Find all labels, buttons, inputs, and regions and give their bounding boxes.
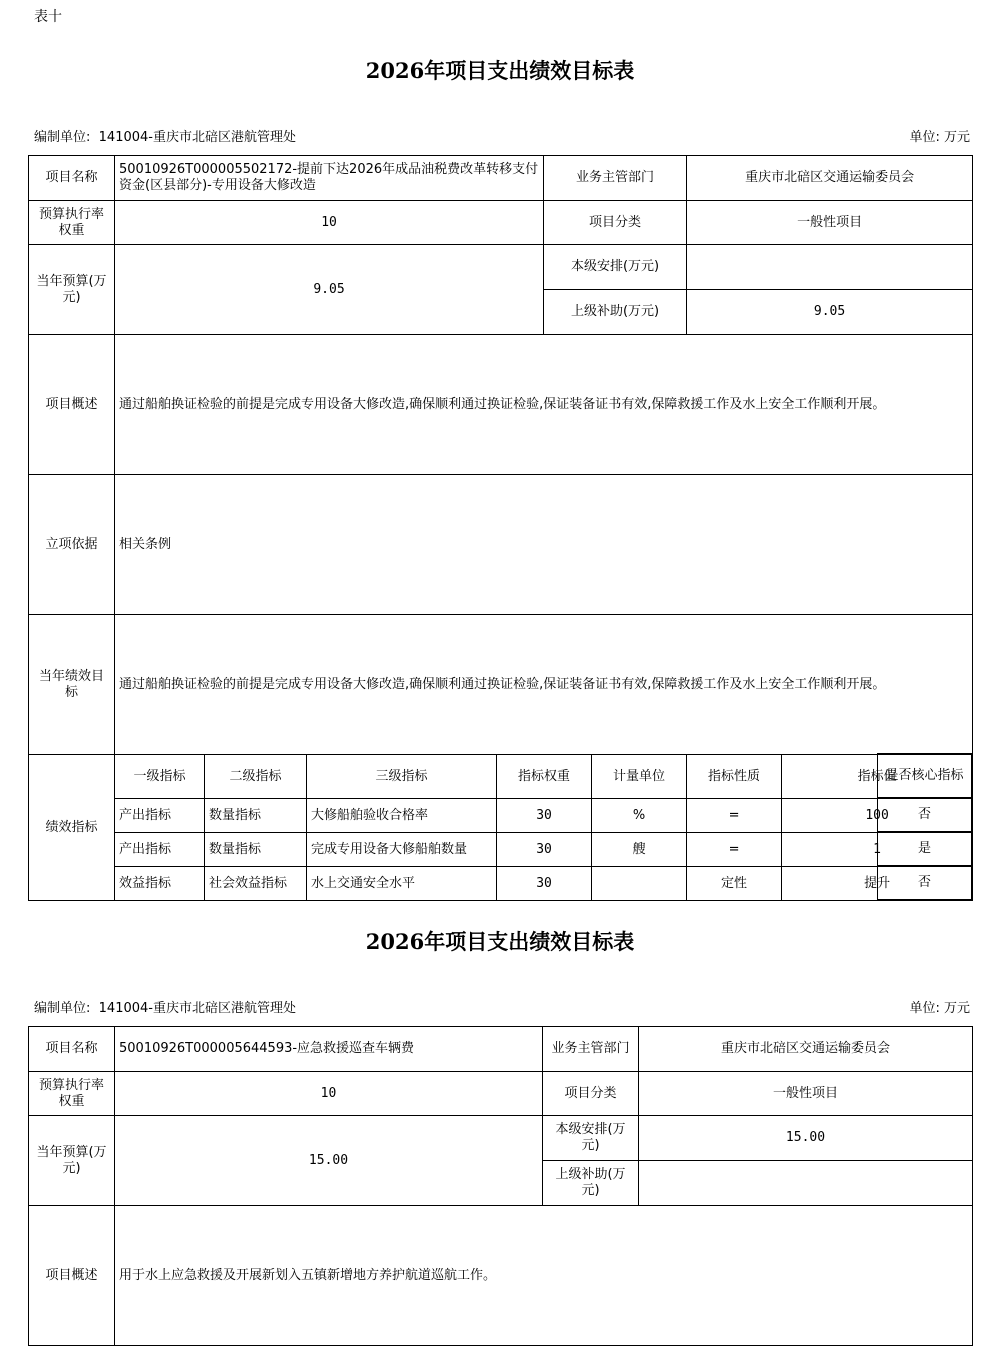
indicator-cell: 1 — [782, 833, 973, 867]
category-value: 一般性项目 — [639, 1072, 973, 1116]
project-name-value: 50010926T000005502172-提前下达2026年成品油税费改革转移支付资金(区县部分)-专用设备大修改造 — [115, 156, 544, 201]
indicator-cell: 产出指标 — [115, 833, 205, 867]
indicator-cell: 效益指标 — [115, 867, 205, 901]
overview-label: 项目概述 — [29, 335, 115, 475]
indicator-cell: 水上交通安全水平 — [307, 867, 497, 901]
indicator-cell: 30 — [497, 799, 592, 833]
indicator-cell: = — [687, 799, 782, 833]
indicator-header: 指标值 — [782, 755, 973, 799]
indicator-cell: 产出指标 — [115, 799, 205, 833]
indicator-cell: 艘 — [592, 833, 687, 867]
category-value: 一般性项目 — [687, 201, 973, 245]
page-label: 表十 — [34, 9, 62, 25]
table1-title: 2026年项目支出绩效目标表 — [365, 58, 635, 83]
table-row — [29, 833, 973, 867]
org-label: 编制单位: — [34, 1001, 91, 1016]
performance-table-1 — [28, 155, 973, 901]
project-name-label: 项目名称 — [29, 1027, 115, 1072]
indicator-cell: 完成专用设备大修船舶数量 — [307, 833, 497, 867]
indicator-cell: 30 — [497, 833, 592, 867]
budget-value: 9.05 — [115, 245, 544, 335]
table1-org — [34, 126, 296, 145]
table2-org — [34, 997, 296, 1016]
dept-label: 业务主管部门 — [543, 1027, 639, 1072]
goal-label: 当年绩效目标 — [29, 615, 115, 755]
weight-label: 预算执行率权重 — [29, 201, 115, 245]
indicator-header: 指标权重 — [497, 755, 592, 799]
indicator-header: 三级指标 — [307, 755, 497, 799]
indicator-header: 是否核心指标 — [878, 754, 972, 798]
indicator-cell: 数量指标 — [205, 833, 307, 867]
indicators-label: 绩效指标 — [29, 755, 115, 901]
org-value: 141004-重庆市北碚区港航管理处 — [98, 130, 296, 145]
superior-label: 上级补助(万元) — [543, 1161, 639, 1206]
indicator-cell: 否 — [878, 866, 972, 900]
local-label: 本级安排(万元) — [544, 245, 687, 290]
budget-label: 当年预算(万元) — [29, 245, 115, 335]
weight-value: 10 — [115, 1072, 543, 1116]
weight-label: 预算执行率权重 — [29, 1072, 115, 1116]
dept-label: 业务主管部门 — [544, 156, 687, 201]
category-label: 项目分类 — [544, 201, 687, 245]
indicator-cell: % — [592, 799, 687, 833]
table-row — [29, 867, 973, 901]
project-name-value: 50010926T000005644593-应急救援巡查车辆费 — [115, 1027, 543, 1072]
overview-label: 项目概述 — [29, 1206, 115, 1346]
org-value: 141004-重庆市北碚区港航管理处 — [98, 1001, 296, 1016]
overview-value: 用于水上应急救援及开展新划入五镇新增地方养护航道巡航工作。 — [115, 1206, 973, 1346]
local-value — [687, 245, 973, 290]
indicator-cell: 大修船舶验收合格率 — [307, 799, 497, 833]
indicator-cell: 数量指标 — [205, 799, 307, 833]
superior-label: 上级补助(万元) — [544, 290, 687, 335]
category-label: 项目分类 — [543, 1072, 639, 1116]
budget-label: 当年预算(万元) — [29, 1116, 115, 1206]
indicator-header: 计量单位 — [592, 755, 687, 799]
indicator-cell: 否 — [878, 798, 972, 832]
dept-value: 重庆市北碚区交通运输委员会 — [639, 1027, 973, 1072]
indicator-header: 二级指标 — [205, 755, 307, 799]
indicator-cell: 社会效益指标 — [205, 867, 307, 901]
budget-value: 15.00 — [115, 1116, 543, 1206]
table2-title: 2026年项目支出绩效目标表 — [365, 929, 635, 954]
indicator-cell: 提升 — [782, 867, 973, 901]
indicator-cell: 30 — [497, 867, 592, 901]
overview-value: 通过船舶换证检验的前提是完成专用设备大修改造,确保顺利通过换证检验,保证装备证书有效,保障救援工作及水上安全工作顺利开展。 — [115, 335, 973, 475]
indicator-cell — [592, 867, 687, 901]
goal-value: 通过船舶换证检验的前提是完成专用设备大修改造,确保顺利通过换证检验,保证装备证书有效,保障救援工作及水上安全工作顺利开展。 — [115, 615, 973, 755]
local-label: 本级安排(万元) — [543, 1116, 639, 1161]
dept-value: 重庆市北碚区交通运输委员会 — [687, 156, 973, 201]
indicator-cell: 是 — [878, 832, 972, 866]
indicator-cell: = — [687, 833, 782, 867]
table2-unit: 单位: 万元 — [909, 1001, 970, 1016]
core-indicator-column — [877, 753, 972, 900]
performance-table-2 — [28, 1026, 973, 1346]
indicator-header: 指标性质 — [687, 755, 782, 799]
table-row — [29, 799, 973, 833]
indicator-header: 一级指标 — [115, 755, 205, 799]
weight-value: 10 — [115, 201, 544, 245]
superior-value — [639, 1161, 973, 1206]
table1-unit: 单位: 万元 — [909, 130, 970, 145]
local-value: 15.00 — [639, 1116, 973, 1161]
org-label: 编制单位: — [34, 130, 91, 145]
indicator-cell: 定性 — [687, 867, 782, 901]
indicator-cell: 100 — [782, 799, 973, 833]
project-name-label: 项目名称 — [29, 156, 115, 201]
superior-value: 9.05 — [687, 290, 973, 335]
basis-label: 立项依据 — [29, 475, 115, 615]
basis-value: 相关条例 — [115, 475, 973, 615]
